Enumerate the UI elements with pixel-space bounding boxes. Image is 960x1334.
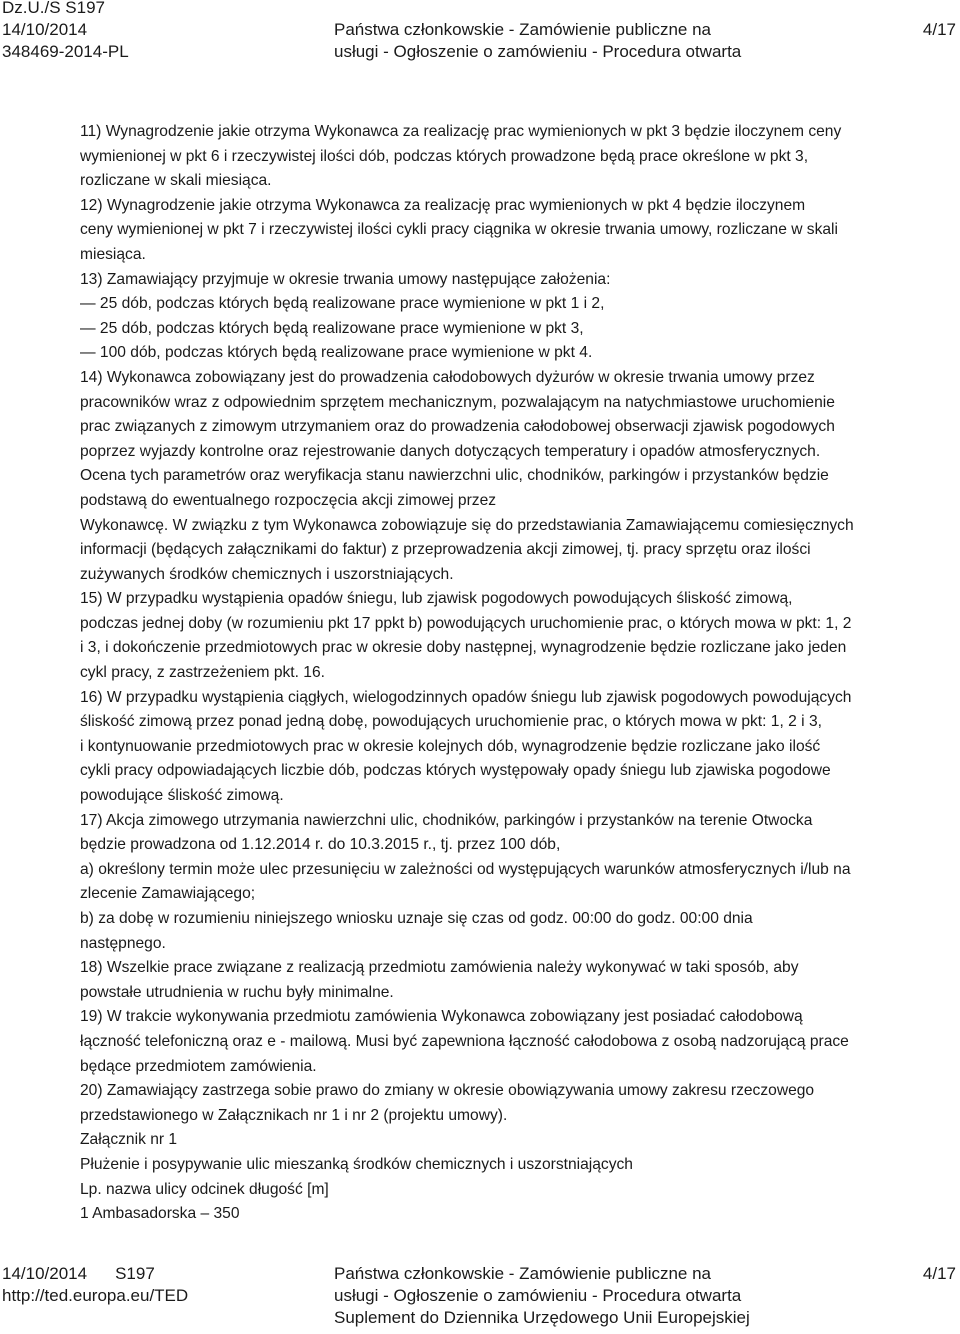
body-text-line: 20) Zamawiający zastrzega sobie prawo do zmiany w okresie obowiązywania umowy zakresu rzeczowego bbox=[80, 1082, 815, 1100]
header-date: 14/10/2014 bbox=[2, 20, 88, 39]
body-text-line: powstałe utrudnienia w ruchu były minimalne. bbox=[80, 983, 394, 1001]
body-text-line: 11) Wynagrodzenie jakie otrzyma Wykonawca za realizację prac wymienionych w pkt 3 będzie iloczynem ceny bbox=[80, 123, 842, 140]
footer-series: S197 bbox=[115, 1264, 155, 1283]
footer-title-line-3: Suplement do Dziennika Urzędowego Unii Europejskiej bbox=[334, 1308, 750, 1327]
body-text-line: zużywanych środków chemicznych i uszorstniających. bbox=[80, 565, 454, 583]
body-text-line: miesiąca. bbox=[80, 245, 146, 263]
body-text-line: 12) Wynagrodzenie jakie otrzyma Wykonawca za realizację prac wymienionych w pkt 4 będzie iloczynem bbox=[80, 196, 806, 214]
body-text-line: 18) Wszelkie prace związane z realizacją przedmiotu zamówienia należy wykonywać w taki sposób, aby bbox=[80, 959, 799, 977]
body-text-line: 16) W przypadku wystąpienia ciągłych, wielogodzinnych opadów śniegu lub zjawisk pogodowych powodujących bbox=[80, 688, 852, 706]
notice-id: 348469-2014-PL bbox=[2, 42, 129, 61]
doc-reference: Dz.U./S S197 bbox=[2, 0, 105, 17]
body-text-line: a) określony termin może ulec przesunięciu w zależności od występujących warunków atmosferycznych i/lub na bbox=[80, 860, 851, 878]
body-text-line: będzie prowadzona od 1.12.2014 r. do 10.3.2015 r., tj. przez 100 dób, bbox=[80, 836, 561, 854]
body-text-line: — 100 dób, podczas których będą realizowane prace wymienione w pkt 4. bbox=[80, 344, 593, 362]
body-text-line: Wykonawcę. W związku z tym Wykonawca zobowiązuje się do przedstawiania Zamawiającemu comiesięcznych bbox=[80, 516, 854, 534]
body-text-line: poprzez wyjazdy kontrolne oraz rejestrowanie danych dotyczących temperatury i opadów atmosferycznych. bbox=[80, 442, 821, 460]
footer-page-number: 4/17 bbox=[922, 1264, 956, 1283]
body-text-line: śliskość zimową przez ponad jedną dobę, powodujących uruchomienie prac, o których mowa w pkt: 1, 2 i 3, bbox=[80, 713, 822, 731]
page-footer bbox=[0, 1263, 960, 1334]
body-text-line: powodujące śliskość zimową. bbox=[80, 787, 284, 805]
body-text-line: b) za dobę w rozumieniu niniejszego wniosku uznaje się czas od godz. 00:00 do godz. 00:00 dnia bbox=[80, 910, 753, 927]
body-text-line: — 25 dób, podczas których będą realizowane prace wymienione w pkt 3, bbox=[80, 319, 584, 337]
body-text-line: — 25 dób, podczas których będą realizowane prace wymienione w pkt 1 i 2, bbox=[80, 295, 605, 313]
body-text-line: i kontynuowanie przedmiotowych prac w okresie kolejnych dób, wynagrodzenie będzie rozliczane jako ilość bbox=[80, 737, 821, 755]
body-text-line: będące przedmiotem zamówienia. bbox=[80, 1057, 317, 1075]
header-title bbox=[334, 19, 741, 63]
body-text-line: podczas jednej doby (w rozumieniu pkt 17 ppkt b) powodujących uruchomienie prac, o których mowa w pkt: 1, 2 bbox=[80, 614, 852, 632]
body-text-line: wymienionej w pkt 6 i rzeczywistej ilości dób, podczas których prowadzone będą prace określone w pkt 3, bbox=[80, 147, 809, 165]
footer-title bbox=[334, 1263, 750, 1329]
page-header bbox=[0, 0, 960, 70]
footer-title-line-2: usługi - Ogłoszenie o zamówieniu - Procedura otwarta bbox=[334, 1286, 742, 1305]
body-text-line: Ocena tych parametrów oraz weryfikacja stanu nawierzchni ulic, chodników, parkingów i przystanków będzie bbox=[80, 467, 829, 485]
body-text-line: 15) W przypadku wystąpienia opadów śniegu, lub zjawisk pogodowych powodujących śliskość zimową, bbox=[80, 590, 793, 608]
body-text-line: podstawą do ewentualnego rozpoczęcia akcji zimowej przez bbox=[80, 491, 497, 509]
body-text-line: cykl pracy, z zastrzeżeniem pkt. 16. bbox=[80, 664, 325, 682]
body-text-line: Załącznik nr 1 bbox=[80, 1131, 178, 1149]
body-text-line: 17) Akcja zimowego utrzymania nawierzchni ulic, chodników, parkingów i przystanków na terenie Otwocka bbox=[80, 811, 813, 829]
body-text-line: Lp. nazwa ulicy odcinek długość [m] bbox=[80, 1180, 329, 1198]
body-text-line: cykli pracy odpowiadających liczbie dób, podczas których występowały opady śniegu lub zjawiska pogodowe bbox=[80, 762, 831, 780]
body-text-line: Płużenie i posypywanie ulic mieszanką środków chemicznych i uszorstniających bbox=[80, 1155, 633, 1173]
body-text-line: 19) W trakcie wykonywania przedmiotu zamówienia Wykonawca zobowiązany jest posiadać całodobową bbox=[80, 1008, 803, 1026]
body-text-line: 1 Ambasadorska – 350 bbox=[80, 1205, 240, 1223]
body-text-line: i 3, i dokończenie przedmiotowych prac w okresie doby następnej, wynagrodzenie będzie rozliczane jako jeden bbox=[80, 639, 847, 657]
header-left bbox=[2, 0, 129, 63]
footer-date: 14/10/2014 bbox=[2, 1264, 88, 1283]
footer-title-line-1: Państwa członkowskie - Zamówienie publiczne na bbox=[334, 1264, 712, 1283]
header-title-line-2: usługi - Ogłoszenie o zamówieniu - Procedura otwarta bbox=[334, 42, 742, 61]
body-text-line: 14) Wykonawca zobowiązany jest do prowadzenia całodobowych dyżurów w okresie trwania umowy przez bbox=[80, 368, 815, 386]
body-text-line: zlecenie Zamawiającego; bbox=[80, 885, 256, 903]
document-body bbox=[80, 120, 960, 1227]
footer-left bbox=[2, 1263, 188, 1307]
body-text-line: następnego. bbox=[80, 934, 166, 952]
body-text-line: przedstawionego w Załącznikach nr 1 i nr 2 (projektu umowy). bbox=[80, 1106, 508, 1124]
body-text-line: łączność telefoniczną oraz e - mailową. Musi być zapewniona łączność całodobowa z osobą nadzorującą prace bbox=[80, 1032, 849, 1050]
header-page-number: 4/17 bbox=[922, 20, 956, 39]
body-text-line: prac związanych z zimowym utrzymaniem oraz do prowadzenia całodobowej obserwacji zjawisk pogodowych bbox=[80, 418, 835, 436]
body-text-line: informacji (będących załącznikami do faktur) z przeprowadzenia akcji zimowej, tj. pracy sprzętu oraz ilości bbox=[80, 541, 811, 559]
body-text-line: ceny wymienionej w pkt 7 i rzeczywistej ilości cykli pracy ciągnika w okresie trwania umowy, rozliczane w skali bbox=[80, 221, 838, 239]
footer-url-link[interactable]: http://ted.europa.eu/TED bbox=[2, 1286, 189, 1305]
footer-date-row bbox=[2, 1263, 188, 1285]
header-title-line-1: Państwa członkowskie - Zamówienie publiczne na bbox=[334, 20, 712, 39]
body-text-line: 13) Zamawiający przyjmuje w okresie trwania umowy następujące założenia: bbox=[80, 270, 611, 288]
body-text-line: pracowników wraz z odpowiednim sprzętem mechanicznym, pozwalającym na natychmiastowe uruchomienie bbox=[80, 393, 835, 411]
body-text-line: rozliczane w skali miesiąca. bbox=[80, 172, 272, 190]
